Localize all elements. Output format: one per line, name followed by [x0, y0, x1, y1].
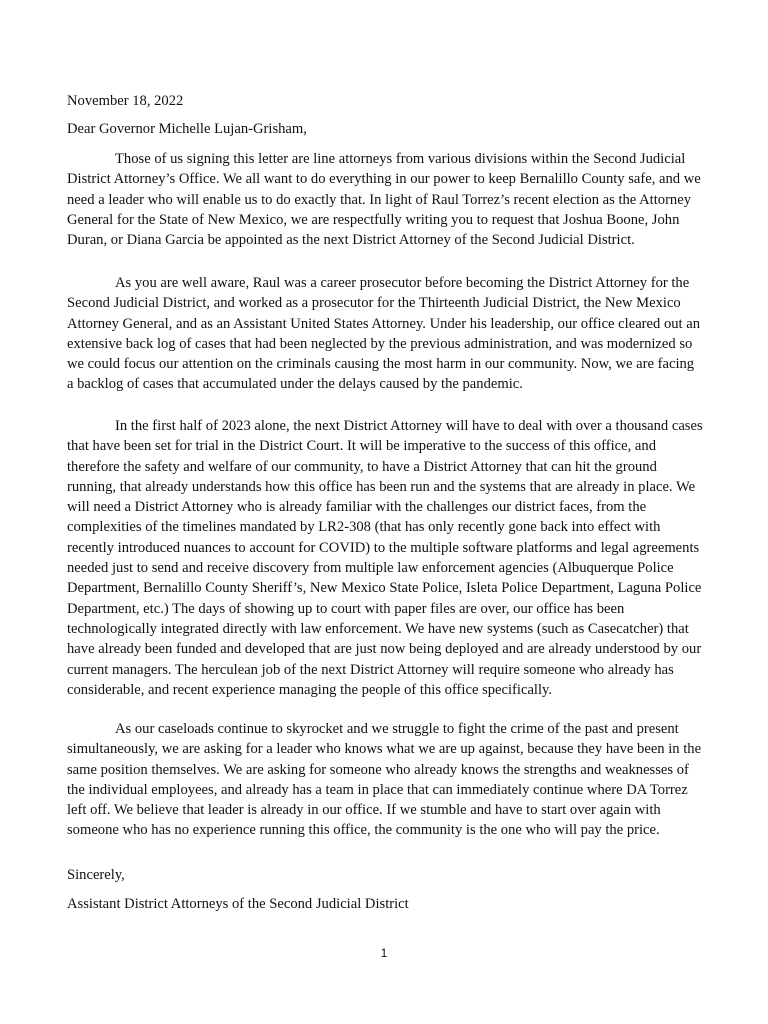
- paragraph-1: Those of us signing this letter are line attorneys from various divisions within the Second Judicial District Attorney’s Office. We all want to do everything in our power to keep Bernalillo County safe, and we need a leader who will enable us to do exactly that. In light of Raul Torrez’s recent election as the Attorney General for the State of New Mexico, we are respectfully writing you to request that Joshua Boone, John Duran, or Diana Garcia be appointed as the next District Attorney of the Second Judicial District.: [67, 151, 701, 249]
- letter-salutation: Dear Governor Michelle Lujan-Grisham,: [67, 121, 307, 137]
- letter-signature: Assistant District Attorneys of the Second Judicial District: [67, 896, 409, 912]
- paragraph-3: In the first half of 2023 alone, the next District Attorney will have to deal with over a thousand cases that have been set for trial in the District Court. It will be imperative to the success of this office, and therefore the safety and welfare of our community, to have a District Attorney that can hit the ground running, that already understands how this office has been run and the systems that are already in place. We will need a District Attorney who is already familiar with the challenges our district faces, from the complexities of the timelines mandated by LR2-308 (that has only recently gone back into effect with recently introduced nuances to account for COVID) to the multiple software platforms and legal agreements needed just to send and receive discovery from multiple law enforcement agencies (Albuquerque Police Department, Bernalillo County Sheriff’s, New Mexico State Police, Isleta Police Department, Laguna Police Department, etc.) The days of showing up to court with paper files are over, our office has been technologically integrated directly with law enforcement. We have new systems (such as Casecatcher) that have already been funded and developed that are just now being deployed and are already understood by our current managers. The herculean job of the next District Attorney will require someone who already has considerable, and recent experience managing the people of this office specifically.: [67, 418, 703, 698]
- page-number: 1: [380, 946, 388, 960]
- letter-date: November 18, 2022: [67, 93, 184, 109]
- letter-closing: Sincerely,: [67, 867, 125, 883]
- paragraph-4: As our caseloads continue to skyrocket and we struggle to fight the crime of the past and present simultaneously, we are asking for a leader who knows what we are up against, because they have been in the same position themselves. We are asking for someone who already knows the strengths and weaknesses of the individual employees, and already has a team in place that can immediately continue where DA Torrez left off. We believe that leader is already in our office. If we stumble and have to start over again with someone who has no experience running this office, the community is the one who will pay the price.: [67, 721, 702, 839]
- paragraph-2: As you are well aware, Raul was a career prosecutor before becoming the District Attorney for the Second Judicial District, and worked as a prosecutor for the Thirteenth Judicial District, the New Mexico Attorney General, and as an Assistant United States Attorney. Under his leadership, our office cleared out an extensive back log of cases that had been neglected by the previous administration, and was modernized so we could focus our attention on the criminals causing the most harm in our community. Now, we are facing a backlog of cases that accumulated under the delays caused by the pandemic.: [67, 275, 701, 393]
